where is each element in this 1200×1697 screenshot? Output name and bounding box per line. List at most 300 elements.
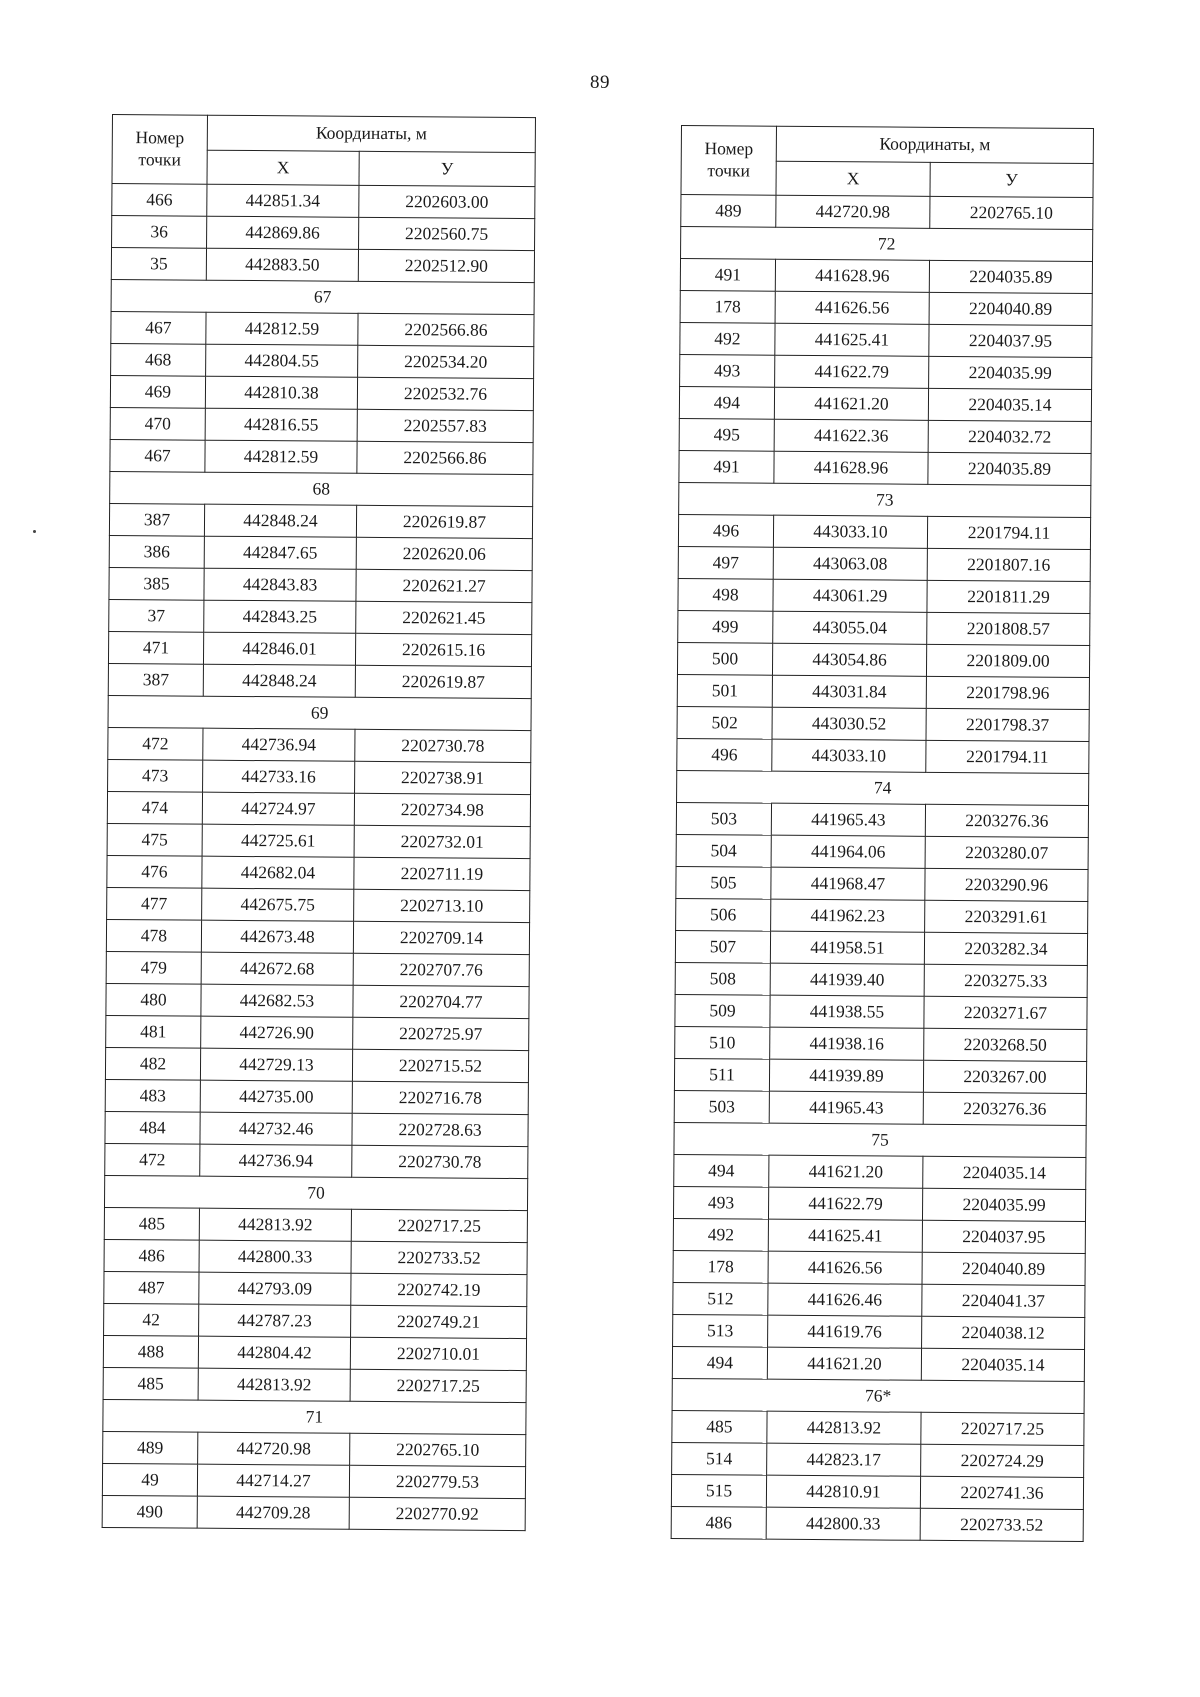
point-number-cell: 35 <box>111 248 206 281</box>
table-row <box>108 759 531 794</box>
table-header-row <box>112 115 535 153</box>
x-coordinate-cell: 441938.55 <box>770 995 924 1028</box>
y-coordinate-cell: 2204040.89 <box>922 1252 1085 1285</box>
point-number-cell: 475 <box>107 823 202 856</box>
y-coordinate-cell: 2202713.10 <box>354 889 530 922</box>
y-coordinate-cell: 2204041.37 <box>922 1284 1085 1317</box>
point-number-cell: 494 <box>672 1346 767 1379</box>
x-coordinate-cell: 443054.86 <box>772 643 926 676</box>
y-coordinate-cell: 2201809.00 <box>926 644 1089 677</box>
point-number-cell: 500 <box>677 642 772 675</box>
y-coordinate-cell: 2204035.14 <box>921 1348 1084 1381</box>
x-coordinate-cell: 441625.41 <box>768 1219 922 1252</box>
table-row <box>103 1367 526 1402</box>
x-coordinate-cell: 442813.92 <box>767 1411 921 1444</box>
y-coordinate-cell: 2201807.16 <box>927 548 1090 581</box>
x-coordinate-cell: 442736.94 <box>200 1144 352 1177</box>
x-coordinate-cell: 442736.94 <box>203 728 355 761</box>
x-coordinate-cell: 442732.46 <box>200 1112 352 1145</box>
y-coordinate-cell: 2202738.91 <box>355 761 531 794</box>
x-coordinate-cell: 441938.16 <box>770 1027 924 1060</box>
table-row <box>112 216 535 251</box>
x-coordinate-cell: 442804.42 <box>198 1336 350 1369</box>
section-label: 75 <box>674 1122 1086 1157</box>
table-row <box>105 1111 528 1146</box>
y-coordinate-cell: 2202717.25 <box>350 1369 526 1402</box>
table-row <box>106 983 529 1018</box>
point-number-cell: 486 <box>671 1506 766 1539</box>
y-coordinate-cell: 2202707.76 <box>353 953 529 986</box>
point-number-cell: 503 <box>676 802 771 835</box>
point-number-cell: 478 <box>106 919 201 952</box>
x-coordinate-cell: 442810.38 <box>205 376 357 409</box>
point-number-cell: 485 <box>103 1367 198 1400</box>
x-coordinate-cell: 442847.65 <box>204 536 356 569</box>
table-row <box>110 375 533 410</box>
page-number: 89 <box>590 72 610 93</box>
point-number-cell: 467 <box>111 311 206 344</box>
y-coordinate-cell: 2202619.87 <box>356 505 532 538</box>
table-row <box>104 1239 527 1274</box>
point-number-cell: 485 <box>672 1410 767 1443</box>
point-number-cell: 36 <box>112 216 207 249</box>
point-number-cell: 477 <box>107 887 202 920</box>
y-coordinate-cell: 2202765.10 <box>350 1433 526 1466</box>
table-row <box>108 663 531 698</box>
point-number-cell: 467 <box>110 439 205 472</box>
point-number-cell: 387 <box>108 663 203 696</box>
point-number-cell: 497 <box>678 546 773 579</box>
section-label: 68 <box>110 471 533 506</box>
y-coordinate-cell: 2202532.76 <box>357 377 533 410</box>
table-row <box>679 386 1091 421</box>
point-number-cell: 494 <box>679 386 774 419</box>
y-coordinate-cell: 2201798.37 <box>926 708 1089 741</box>
table-row <box>676 834 1088 869</box>
scan-speck <box>33 530 36 533</box>
table-row <box>110 407 533 442</box>
section-row <box>672 1378 1084 1413</box>
section-row <box>110 471 533 506</box>
y-coordinate-cell: 2201798.96 <box>926 676 1089 709</box>
table-row <box>673 1250 1085 1285</box>
section-row <box>103 1399 526 1434</box>
section-label: 76* <box>672 1378 1084 1413</box>
point-number-cell: 493 <box>673 1186 768 1219</box>
x-coordinate-cell: 442709.28 <box>197 1496 349 1529</box>
x-coordinate-cell: 443033.10 <box>773 515 927 548</box>
y-coordinate-cell: 2202704.77 <box>353 985 529 1018</box>
point-number-cell: 489 <box>103 1431 198 1464</box>
table-row <box>676 866 1088 901</box>
x-coordinate-cell: 441965.43 <box>771 803 925 836</box>
point-number-cell: 469 <box>110 375 205 408</box>
x-coordinate-cell: 442800.33 <box>766 1507 920 1540</box>
y-coordinate-cell: 2202732.01 <box>354 825 530 858</box>
point-number-cell: 487 <box>104 1271 199 1304</box>
table-row <box>109 599 532 634</box>
point-number-cell: 492 <box>673 1218 768 1251</box>
table-row <box>106 919 529 954</box>
x-coordinate-cell: 441622.79 <box>768 1187 922 1220</box>
point-number-cell: 387 <box>109 503 204 536</box>
point-number-cell: 510 <box>675 1026 770 1059</box>
x-coordinate-cell: 441621.20 <box>769 1155 923 1188</box>
point-number-cell: 479 <box>106 951 201 984</box>
table-row <box>673 1282 1085 1317</box>
section-row <box>674 1122 1086 1157</box>
x-coordinate-cell: 441962.23 <box>771 899 925 932</box>
header-y: У <box>930 162 1093 198</box>
x-coordinate-cell: 442720.98 <box>776 195 930 228</box>
point-number-cell: 501 <box>677 674 772 707</box>
x-coordinate-cell: 442816.55 <box>205 408 357 441</box>
x-coordinate-cell: 442804.55 <box>206 344 358 377</box>
table-row <box>672 1346 1084 1381</box>
section-row <box>108 695 531 730</box>
y-coordinate-cell: 2202730.78 <box>352 1145 528 1178</box>
table-row <box>109 567 532 602</box>
y-coordinate-cell: 2204038.12 <box>922 1316 1085 1349</box>
point-number-cell: 49 <box>102 1463 197 1496</box>
point-number-cell: 496 <box>677 738 772 771</box>
x-coordinate-cell: 442787.23 <box>199 1304 351 1337</box>
table-row <box>107 791 530 826</box>
point-number-cell: 502 <box>677 706 772 739</box>
table-row <box>673 1218 1085 1253</box>
point-number-cell: 504 <box>676 834 771 867</box>
table-row <box>104 1271 527 1306</box>
x-coordinate-cell: 442733.16 <box>203 760 355 793</box>
section-row <box>679 482 1091 517</box>
table-row <box>103 1431 526 1466</box>
point-number-cell: 506 <box>676 898 771 931</box>
x-coordinate-cell: 441626.56 <box>775 291 929 324</box>
x-coordinate-cell: 442793.09 <box>199 1272 351 1305</box>
x-coordinate-cell: 442682.53 <box>201 984 353 1017</box>
point-number-cell: 488 <box>103 1335 198 1368</box>
y-coordinate-cell: 2202725.97 <box>353 1017 529 1050</box>
y-coordinate-cell: 2202741.36 <box>920 1476 1083 1509</box>
table-row <box>102 1495 525 1530</box>
point-number-cell: 178 <box>680 290 775 323</box>
x-coordinate-cell: 442869.86 <box>207 216 359 249</box>
x-coordinate-cell: 442726.90 <box>201 1016 353 1049</box>
table-row <box>679 450 1091 485</box>
x-coordinate-cell: 442724.97 <box>202 792 354 825</box>
y-coordinate-cell: 2202560.75 <box>359 217 535 250</box>
x-coordinate-cell: 443055.04 <box>773 611 927 644</box>
table-row <box>108 631 531 666</box>
table-row <box>108 727 531 762</box>
y-coordinate-cell: 2202566.86 <box>358 313 534 346</box>
table-row <box>674 1154 1086 1189</box>
section-label: 69 <box>108 695 531 730</box>
x-coordinate-cell: 442843.83 <box>204 568 356 601</box>
y-coordinate-cell: 2203282.34 <box>924 932 1087 965</box>
y-coordinate-cell: 2202619.87 <box>355 665 531 698</box>
x-coordinate-cell: 442848.24 <box>203 664 355 697</box>
table-row <box>104 1207 527 1242</box>
section-row <box>111 279 534 314</box>
table-row <box>107 887 530 922</box>
x-coordinate-cell: 443030.52 <box>772 707 926 740</box>
point-number-cell: 496 <box>678 514 773 547</box>
header-point-number: Номер точки <box>681 126 777 196</box>
table-row <box>676 802 1088 837</box>
table-row <box>105 1143 528 1178</box>
table-row <box>674 1090 1086 1125</box>
point-number-cell: 480 <box>106 983 201 1016</box>
y-coordinate-cell: 2202615.16 <box>355 633 531 666</box>
x-coordinate-cell: 441622.79 <box>775 355 929 388</box>
point-number-cell: 492 <box>680 322 775 355</box>
y-coordinate-cell: 2202717.25 <box>351 1209 527 1242</box>
section-row <box>677 770 1089 805</box>
table-row <box>109 503 532 538</box>
y-coordinate-cell: 2203268.50 <box>924 1028 1087 1061</box>
section-label: 73 <box>679 482 1091 517</box>
table-row <box>106 951 529 986</box>
point-number-cell: 512 <box>673 1282 768 1315</box>
point-number-cell: 484 <box>105 1111 200 1144</box>
y-coordinate-cell: 2203276.36 <box>925 804 1088 837</box>
y-coordinate-cell: 2202765.10 <box>930 196 1093 229</box>
table-row <box>679 418 1091 453</box>
table-row <box>675 994 1087 1029</box>
y-coordinate-cell: 2204035.89 <box>929 260 1092 293</box>
y-coordinate-cell: 2202512.90 <box>358 249 534 282</box>
table-row <box>678 578 1090 613</box>
section-row <box>681 227 1093 262</box>
point-number-cell: 509 <box>675 994 770 1027</box>
x-coordinate-cell: 443031.84 <box>772 675 926 708</box>
x-coordinate-cell: 441628.96 <box>774 451 928 484</box>
point-number-cell: 514 <box>672 1442 767 1475</box>
point-number-cell: 489 <box>681 195 776 228</box>
point-number-cell: 385 <box>109 567 204 600</box>
point-number-cell: 42 <box>104 1303 199 1336</box>
point-number-cell: 481 <box>106 1015 201 1048</box>
y-coordinate-cell: 2203275.33 <box>924 964 1087 997</box>
table-row <box>110 439 533 474</box>
table-row <box>672 1442 1084 1477</box>
table-row <box>111 343 534 378</box>
section-row <box>104 1175 527 1210</box>
section-label: 72 <box>681 227 1093 262</box>
point-number-cell: 468 <box>111 343 206 376</box>
x-coordinate-cell: 442720.98 <box>198 1432 350 1465</box>
x-coordinate-cell: 442813.92 <box>198 1368 350 1401</box>
header-coordinates: Координаты, м <box>776 126 1093 163</box>
table-row <box>677 674 1089 709</box>
point-number-cell: 476 <box>107 855 202 888</box>
table-row <box>672 1410 1084 1445</box>
x-coordinate-cell: 441628.96 <box>775 259 929 292</box>
point-number-cell: 491 <box>680 259 775 292</box>
table-row <box>105 1047 528 1082</box>
y-coordinate-cell: 2202734.98 <box>354 793 530 826</box>
table-header-row <box>681 126 1093 164</box>
y-coordinate-cell: 2202603.00 <box>359 185 535 218</box>
y-coordinate-cell: 2202728.63 <box>352 1113 528 1146</box>
y-coordinate-cell: 2201808.57 <box>927 612 1090 645</box>
y-coordinate-cell: 2203290.96 <box>925 868 1088 901</box>
point-number-cell: 486 <box>104 1239 199 1272</box>
y-coordinate-cell: 2202717.25 <box>921 1412 1084 1445</box>
point-number-cell: 485 <box>104 1207 199 1240</box>
x-coordinate-cell: 441968.47 <box>771 867 925 900</box>
x-coordinate-cell: 442851.34 <box>207 184 359 217</box>
table-row <box>680 354 1092 389</box>
y-coordinate-cell: 2201794.11 <box>926 740 1089 773</box>
table-row <box>678 514 1090 549</box>
table-row <box>680 322 1092 357</box>
y-coordinate-cell: 2202749.21 <box>351 1305 527 1338</box>
y-coordinate-cell: 2202730.78 <box>355 729 531 762</box>
y-coordinate-cell: 2202621.27 <box>356 569 532 602</box>
x-coordinate-cell: 442729.13 <box>200 1048 352 1081</box>
table-body <box>102 184 535 1531</box>
header-x: Х <box>776 161 930 197</box>
x-coordinate-cell: 442714.27 <box>197 1464 349 1497</box>
y-coordinate-cell: 2203271.67 <box>924 996 1087 1029</box>
x-coordinate-cell: 441621.20 <box>774 387 928 420</box>
point-number-cell: 498 <box>678 578 773 611</box>
y-coordinate-cell: 2204040.89 <box>929 292 1092 325</box>
table-row <box>675 1026 1087 1061</box>
point-number-cell: 490 <box>102 1495 197 1528</box>
point-number-cell: 511 <box>674 1058 769 1091</box>
coordinates-table-left <box>102 114 536 1531</box>
y-coordinate-cell: 2202742.19 <box>351 1273 527 1306</box>
y-coordinate-cell: 2204035.99 <box>929 356 1092 389</box>
point-number-cell: 483 <box>105 1079 200 1112</box>
point-number-cell: 515 <box>671 1474 766 1507</box>
y-coordinate-cell: 2202733.52 <box>351 1241 527 1274</box>
x-coordinate-cell: 441626.56 <box>768 1251 922 1284</box>
table-row <box>107 855 530 890</box>
x-coordinate-cell: 442675.75 <box>202 888 354 921</box>
point-number-cell: 495 <box>679 418 774 451</box>
x-coordinate-cell: 442682.04 <box>202 856 354 889</box>
y-coordinate-cell: 2203276.36 <box>923 1092 1086 1125</box>
x-coordinate-cell: 441958.51 <box>770 931 924 964</box>
point-number-cell: 505 <box>676 866 771 899</box>
header-point-number: Номер точки <box>112 115 208 185</box>
table-row <box>671 1474 1083 1509</box>
table-row <box>677 706 1089 741</box>
y-coordinate-cell: 2202620.06 <box>356 537 532 570</box>
x-coordinate-cell: 441619.76 <box>768 1315 922 1348</box>
y-coordinate-cell: 2204035.14 <box>928 388 1091 421</box>
table-row <box>678 610 1090 645</box>
table-row <box>675 930 1087 965</box>
point-number-cell: 482 <box>105 1047 200 1080</box>
table-row <box>102 1463 525 1498</box>
x-coordinate-cell: 441964.06 <box>771 835 925 868</box>
x-coordinate-cell: 442843.25 <box>204 600 356 633</box>
table-row <box>675 962 1087 997</box>
y-coordinate-cell: 2202779.53 <box>349 1465 525 1498</box>
table-row <box>107 823 530 858</box>
y-coordinate-cell: 2202534.20 <box>358 345 534 378</box>
table-row <box>103 1335 526 1370</box>
table-row <box>676 898 1088 933</box>
y-coordinate-cell: 2202724.29 <box>921 1444 1084 1477</box>
table-row <box>678 546 1090 581</box>
table-row <box>681 195 1093 230</box>
section-label: 70 <box>104 1175 527 1210</box>
x-coordinate-cell: 441625.41 <box>775 323 929 356</box>
point-number-cell: 178 <box>673 1250 768 1283</box>
x-coordinate-cell: 442848.24 <box>204 504 356 537</box>
x-coordinate-cell: 441621.20 <box>767 1347 921 1380</box>
table-row <box>109 535 532 570</box>
point-number-cell: 386 <box>109 535 204 568</box>
y-coordinate-cell: 2204037.95 <box>929 324 1092 357</box>
y-coordinate-cell: 2202710.01 <box>350 1337 526 1370</box>
section-label: 67 <box>111 279 534 314</box>
y-coordinate-cell: 2204032.72 <box>928 420 1091 453</box>
header-y: У <box>359 151 535 187</box>
point-number-cell: 472 <box>108 727 203 760</box>
x-coordinate-cell: 442735.00 <box>200 1080 352 1113</box>
y-coordinate-cell: 2203291.61 <box>925 900 1088 933</box>
x-coordinate-cell: 442846.01 <box>203 632 355 665</box>
point-number-cell: 491 <box>679 450 774 483</box>
header-x: Х <box>207 150 359 186</box>
point-number-cell: 474 <box>107 791 202 824</box>
table-row <box>680 290 1092 325</box>
table-row <box>674 1058 1086 1093</box>
x-coordinate-cell: 442812.59 <box>206 312 358 345</box>
table-row <box>677 738 1089 773</box>
y-coordinate-cell: 2203267.00 <box>923 1060 1086 1093</box>
table-row <box>105 1079 528 1114</box>
x-coordinate-cell: 442813.92 <box>199 1208 351 1241</box>
point-number-cell: 513 <box>673 1314 768 1347</box>
x-coordinate-cell: 442800.33 <box>199 1240 351 1273</box>
x-coordinate-cell: 442673.48 <box>201 920 353 953</box>
x-coordinate-cell: 441626.46 <box>768 1283 922 1316</box>
y-coordinate-cell: 2202566.86 <box>357 441 533 474</box>
x-coordinate-cell: 442883.50 <box>206 248 358 281</box>
y-coordinate-cell: 2202715.52 <box>352 1049 528 1082</box>
x-coordinate-cell: 441622.36 <box>774 419 928 452</box>
y-coordinate-cell: 2203280.07 <box>925 836 1088 869</box>
point-number-cell: 507 <box>675 930 770 963</box>
point-number-cell: 37 <box>109 599 204 632</box>
table-row <box>111 311 534 346</box>
y-coordinate-cell: 2202770.92 <box>349 1497 525 1530</box>
x-coordinate-cell: 443061.29 <box>773 579 927 612</box>
x-coordinate-cell: 442810.91 <box>766 1475 920 1508</box>
point-number-cell: 508 <box>675 962 770 995</box>
point-number-cell: 471 <box>108 631 203 664</box>
table-row <box>671 1506 1083 1541</box>
point-number-cell: 472 <box>105 1143 200 1176</box>
x-coordinate-cell: 441939.89 <box>769 1059 923 1092</box>
section-label: 71 <box>103 1399 526 1434</box>
coordinates-table-right <box>671 125 1094 1542</box>
table-row <box>677 642 1089 677</box>
table-body <box>671 195 1093 1542</box>
x-coordinate-cell: 441939.40 <box>770 963 924 996</box>
table-row <box>680 259 1092 294</box>
y-coordinate-cell: 2202711.19 <box>354 857 530 890</box>
y-coordinate-cell: 2202733.52 <box>920 1508 1083 1541</box>
